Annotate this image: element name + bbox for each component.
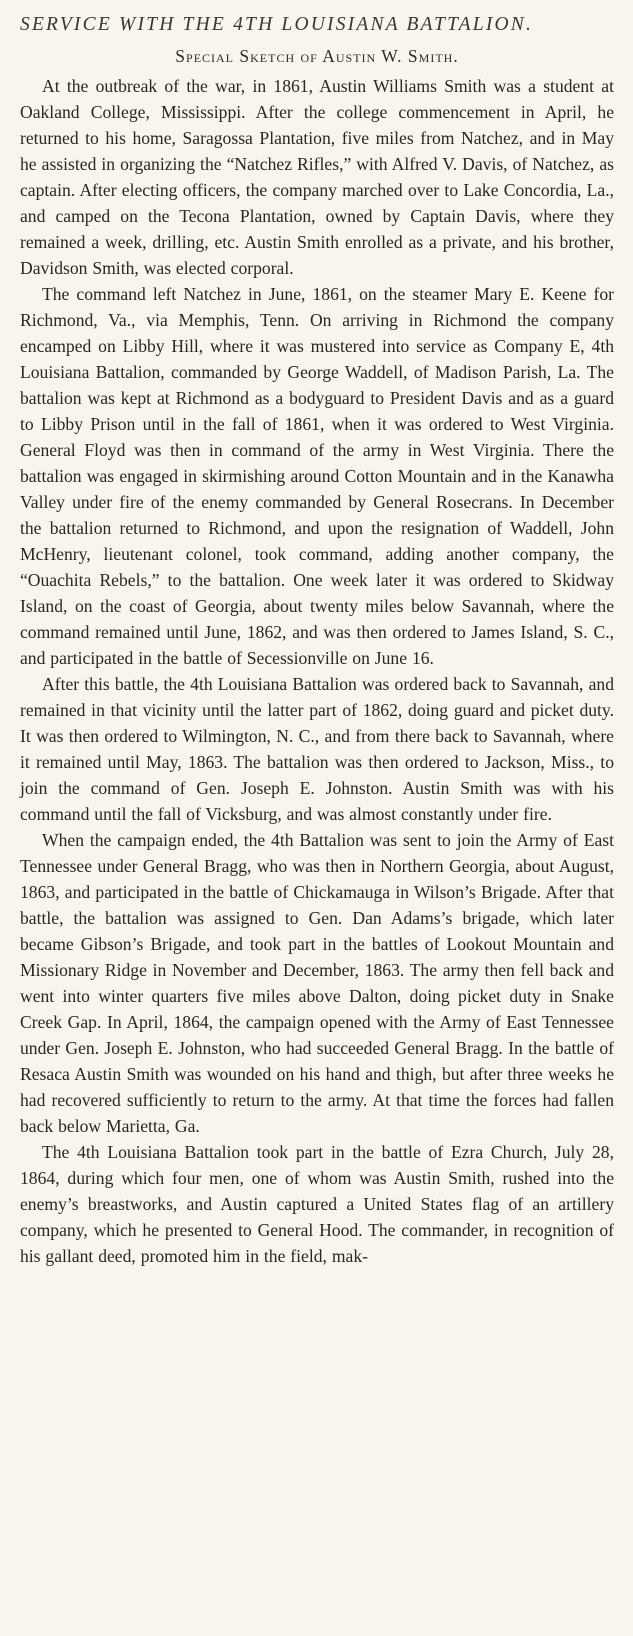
paragraph-5: The 4th Louisiana Battalion took part in the battle of Ezra Church, July 28, 1864, during which four men, one of whom was Austin Smith, rushed into the enemy’s breastworks, and Austin captured a United States flag of an artillery company, which he presented to General Hood. The commander, in recognition of his gallant deed, promoted him in the field, mak- xyxy=(20,1142,614,1266)
paragraph-2: The command left Natchez in June, 1861, on the steamer Mary E. Keene for Richmond, Va., via Memphis, Tenn. On arriving in Richmond the company encamped on Libby Hill, where it was mustered into service as Company E, 4th Louisiana Battalion, commanded by George Waddell, of Madison Parish, La. The battalion was kept at Richmond as a bodyguard to President Davis and as a guard to Libby Prison until in the fall of 1861, when it was ordered to West Virginia. General Floyd was then in command of the army in West Virginia. There the battalion was engaged in skirmishing around Cotton Mountain and in the Kanawha Valley under fire of the enemy commanded by General Rosecrans. In December the battalion returned to Richmond, and upon the resignation of Waddell, John McHenry, lieutenant colonel, took command, adding another company, the “Ouachita Rebels,” to the battalion. One week later it was ordered to Skidway Island, on the coast of Georgia, about twenty miles below Savannah, where the command remained until June, 1862, and was then ordered to James Island, S. C., and participated in the battle of Secessionville on June 16. xyxy=(20,284,614,668)
article-subtitle: Special Sketch of Austin W. Smith. xyxy=(175,46,459,66)
paragraph-4: When the campaign ended, the 4th Battalion was sent to join the Army of East Tennessee under General Bragg, who was then in Northern Georgia, about August, 1863, and participated in the battle of Chickamauga in Wilson’s Brigade. After that battle, the battalion was assigned to Gen. Dan Adams’s brigade, which later became Gibson’s Brigade, and took part in the battles of Lookout Mountain and Missionary Ridge in November and December, 1863. The army then fell back and went into winter quarters five miles above Dalton, doing picket duty in Snake Creek Gap. In April, 1864, the campaign opened with the Army of East Tennessee under Gen. Joseph E. Johnston, who had succeeded General Bragg. In the battle of Resaca Austin Smith was wounded on his hand and thigh, but after three weeks he had recovered sufficiently to return to the army. At that time the forces had fallen back below Marietta, Ga. xyxy=(20,830,614,1136)
document-page xyxy=(20,14,614,1269)
paragraph-3: After this battle, the 4th Louisiana Battalion was ordered back to Savannah, and remained in that vicinity until the latter part of 1862, doing guard and picket duty. It was then ordered to Wilmington, N. C., and from there back to Savannah, where it remained until May, 1863. The battalion was then ordered to Jackson, Miss., to join the command of Gen. Joseph E. Johnston. Austin Smith was with his command until the fall of Vicksburg, and was almost constantly under fire. xyxy=(20,674,614,824)
running-head: SERVICE WITH THE 4TH LOUISIANA BATTALION. xyxy=(20,14,534,35)
paragraph-1: At the outbreak of the war, in 1861, Austin Williams Smith was a student at Oakland College, Mississippi. After the college commencement in April, he returned to his home, Saragossa Plantation, five miles from Natchez, and in May he assisted in organizing the “Natchez Rifles,” with Alfred V. Davis, of Natchez, as captain. After electing officers, the company marched over to Lake Concordia, La., and camped on the Tecona Plantation, owned by Captain Davis, where they remained a week, drilling, etc. Austin Smith enrolled as a private, and his brother, Davidson Smith, was elected corporal. xyxy=(20,76,614,278)
article-body xyxy=(20,73,614,1269)
